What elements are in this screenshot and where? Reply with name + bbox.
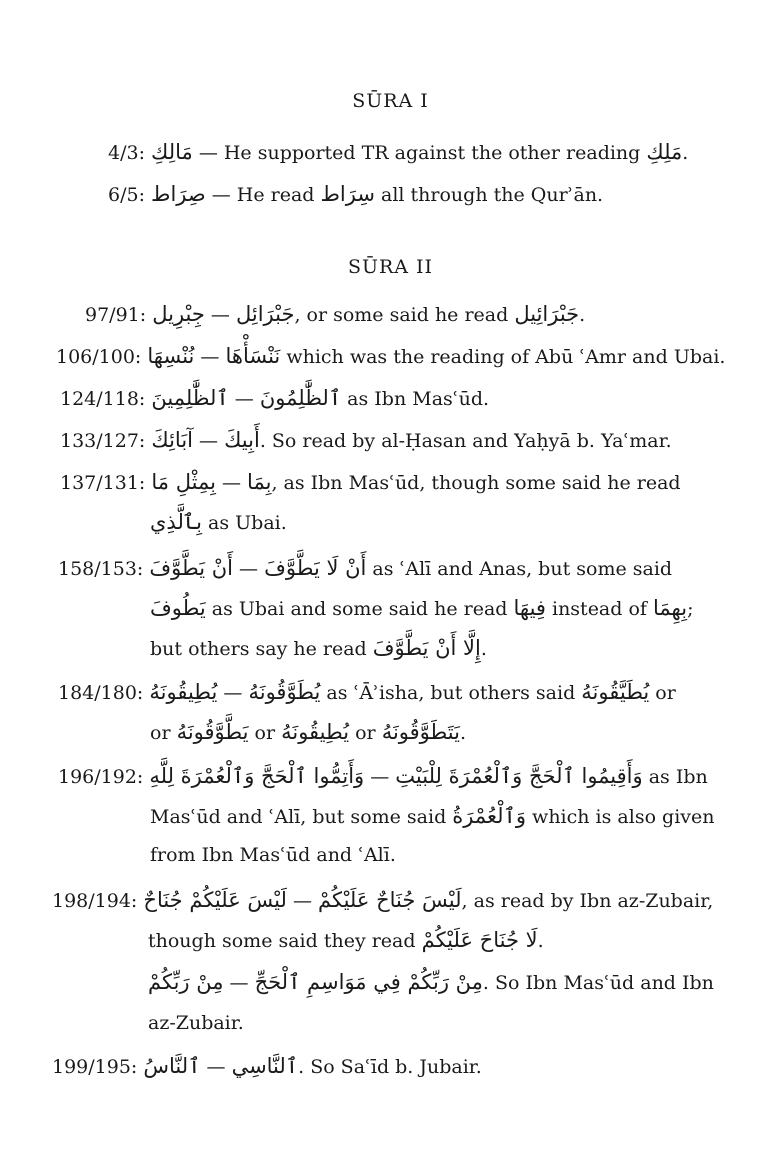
- gloss-text: .: [480, 638, 487, 660]
- verse-ref: 97/91:: [85, 304, 147, 326]
- gloss-text: as Ibn Masʿūd.: [341, 388, 490, 410]
- gloss-text: though some said they read: [148, 930, 422, 952]
- arabic-variant: يَتَطَوَّقُونَهُ: [381, 720, 460, 744]
- arabic-variant: يُطِيقُونَهُ: [281, 720, 350, 744]
- gloss-text: from Ibn Masʿūd and ʿAlī.: [150, 844, 396, 866]
- entry-158-153-cont2: [150, 636, 487, 660]
- arabic-variant: يُطَيَّقُونَهُ: [581, 680, 650, 704]
- arabic-variant: فِيهَا: [513, 596, 546, 620]
- arabic-variant: ٱلظَّٰلِمِينَ: [151, 386, 229, 410]
- arabic-variant: أَبِيكَ: [224, 428, 260, 452]
- verse-ref: 133/127:: [60, 430, 146, 452]
- arabic-variant: جَبْرَائِيل: [514, 302, 580, 326]
- verse-ref: 4/3:: [108, 142, 145, 164]
- entry-6-5: [108, 182, 603, 206]
- gloss-text: instead of: [545, 598, 653, 620]
- arabic-variant: جِبْرِيل: [152, 302, 205, 326]
- arabic-variant: مَالِكِ: [151, 140, 193, 164]
- arabic-variant: يُطِيقُونَهُ: [149, 680, 218, 704]
- verse-ref: 124/118:: [60, 388, 146, 410]
- entry-158-153: [58, 556, 672, 580]
- gloss-text: as ʿAlī and Anas, but some said: [366, 558, 673, 580]
- entry-106-100: [56, 344, 725, 368]
- arabic-variant: أَنْ يَطَّوَّفَ: [149, 556, 234, 580]
- verse-ref: 199/195:: [52, 1056, 138, 1078]
- gloss-text: as Ibn: [642, 766, 708, 788]
- gloss-text: which is also given: [526, 806, 715, 828]
- entry-198-194-cont3: [148, 1012, 244, 1034]
- entry-196-192-cont2: [150, 844, 396, 866]
- verse-ref: 6/5:: [108, 184, 145, 206]
- gloss-text: Masʿūd and ʿAlī, but some said: [150, 806, 453, 828]
- entry-196-192-cont1: [150, 804, 715, 828]
- gloss-text: all through the Qurʾān.: [374, 184, 604, 206]
- entry-184-180: [58, 680, 676, 704]
- arabic-variant: وَأَتِمُّوا ٱلْحَجَّ وَٱلْعُمْرَةَ لِلَّهِ: [149, 764, 365, 788]
- gloss-text: or: [150, 722, 177, 744]
- gloss-text: .: [682, 142, 689, 164]
- gloss-text: — He read: [205, 184, 321, 206]
- arabic-variant: ٱلظَّٰلِمُونَ: [259, 386, 342, 410]
- gloss-text: or: [649, 682, 676, 704]
- arabic-variant: لَا جُنَاحَ عَلَيْكُمْ: [421, 928, 538, 952]
- arabic-variant: مِنْ رَبِّكُمْ: [148, 970, 224, 994]
- gloss-text: . So Saʿīd b. Jubair.: [298, 1056, 482, 1078]
- gloss-text: —: [204, 304, 236, 326]
- gloss-text: —: [194, 346, 226, 368]
- arabic-variant: أَنْ لَا يَطَّوَّفَ: [264, 556, 367, 580]
- arabic-variant: وَٱلْعُمْرَةُ: [452, 804, 527, 828]
- gloss-text: —: [193, 430, 225, 452]
- entry-137-131-cont: [150, 510, 287, 534]
- arabic-variant: وَأَقِيمُوا ٱلْحَجَّ وَٱلْعُمْرَةَ لِلْبَيْتِ: [395, 764, 643, 788]
- gloss-text: . So read by al-Ḥasan and Yaḥyā b. Yaʿmar.: [259, 430, 672, 452]
- gloss-text: —: [215, 472, 248, 494]
- arabic-variant: مَلِكِ: [646, 140, 683, 164]
- sura-2-heading: SŪRA II: [347, 256, 434, 278]
- gloss-text: .: [459, 722, 466, 744]
- gloss-text: —: [286, 890, 319, 912]
- arabic-variant: لَيْسَ عَلَيْكُمْ جُنَاحٌ: [143, 888, 287, 912]
- arabic-variant: جَبْرَائِل: [235, 302, 295, 326]
- arabic-variant: لَيْسَ جُنَاحٌ عَلَيْكُمْ: [318, 888, 462, 912]
- arabic-variant: بِمِثْلِ مَا: [151, 470, 216, 494]
- gloss-text: which was the reading of Abū ʿAmr and Ubai.: [280, 346, 726, 368]
- gloss-text: .: [537, 930, 544, 952]
- arabic-variant: ٱلنَّاسُ: [143, 1054, 201, 1078]
- entry-158-153-cont1: [150, 596, 693, 620]
- arabic-variant: صِرَاط: [151, 182, 206, 206]
- gloss-text: , as Ibn Masʿūd, though some said he read: [271, 472, 681, 494]
- gloss-text: as Ubai.: [202, 512, 287, 534]
- entry-198-194-cont1: [148, 928, 544, 952]
- gloss-text: —: [233, 558, 265, 580]
- gloss-text: az-Zubair.: [148, 1012, 244, 1034]
- arabic-variant: نَنْسَأْهَا: [225, 344, 281, 368]
- arabic-variant: يَطَّوَّقُونَهُ: [176, 720, 249, 744]
- gloss-text: or: [349, 722, 382, 744]
- gloss-text: ;: [687, 598, 694, 620]
- entry-199-195: [52, 1054, 482, 1078]
- gloss-text: —: [223, 972, 255, 994]
- gloss-text: —: [217, 682, 249, 704]
- gloss-text: — He supported TR against the other reading: [192, 142, 647, 164]
- arabic-variant: بِهِمَا: [652, 596, 688, 620]
- entry-196-192: [58, 764, 708, 788]
- entry-133-127: [60, 428, 672, 452]
- arabic-variant: نُنْسِهَا: [147, 344, 195, 368]
- gloss-text: —: [364, 766, 396, 788]
- arabic-variant: إِلَّا أَنْ يَطَّوَّفَ: [372, 636, 481, 660]
- arabic-variant: ٱلنَّاسِي: [231, 1054, 299, 1078]
- entry-198-194-cont2: [148, 970, 714, 994]
- gloss-text: .: [579, 304, 586, 326]
- sura-1-heading: SŪRA I: [352, 90, 429, 112]
- gloss-text: or: [248, 722, 282, 744]
- entry-198-194: [52, 888, 713, 912]
- verse-ref: 196/192:: [58, 766, 144, 788]
- arabic-variant: سِرَاط: [320, 182, 375, 206]
- arabic-variant: يُطَوَّقُونَهُ: [248, 680, 321, 704]
- gloss-text: , as read by Ibn az-Zubair,: [461, 890, 714, 912]
- verse-ref: 198/194:: [52, 890, 138, 912]
- gloss-text: but others say he read: [150, 638, 373, 660]
- verse-ref: 137/131:: [60, 472, 146, 494]
- gloss-text: , or some said he read: [294, 304, 515, 326]
- arabic-variant: بِمَا: [247, 470, 272, 494]
- entry-97-91: [85, 302, 585, 326]
- gloss-text: . So Ibn Masʿūd and Ibn: [482, 972, 714, 994]
- arabic-variant: يَطُوفَ: [150, 596, 206, 620]
- arabic-variant: بِٱلَّذِي: [150, 510, 203, 534]
- gloss-text: —: [228, 388, 260, 410]
- gloss-text: as Ubai and some said he read: [205, 598, 514, 620]
- verse-ref: 106/100:: [56, 346, 142, 368]
- entry-137-131: [60, 470, 681, 494]
- entry-124-118: [60, 386, 489, 410]
- entry-184-180-cont: [150, 720, 466, 744]
- entry-4-3: [108, 140, 688, 164]
- gloss-text: as ʿĀʾisha, but others said: [320, 682, 582, 704]
- verse-ref: 158/153:: [58, 558, 144, 580]
- gloss-text: —: [200, 1056, 232, 1078]
- verse-ref: 184/180:: [58, 682, 144, 704]
- arabic-variant: مِنْ رَبِّكُمْ فِي مَوَاسِمِ ٱلْحَجِّ: [254, 970, 483, 994]
- arabic-variant: آبَائِكَ: [151, 428, 194, 452]
